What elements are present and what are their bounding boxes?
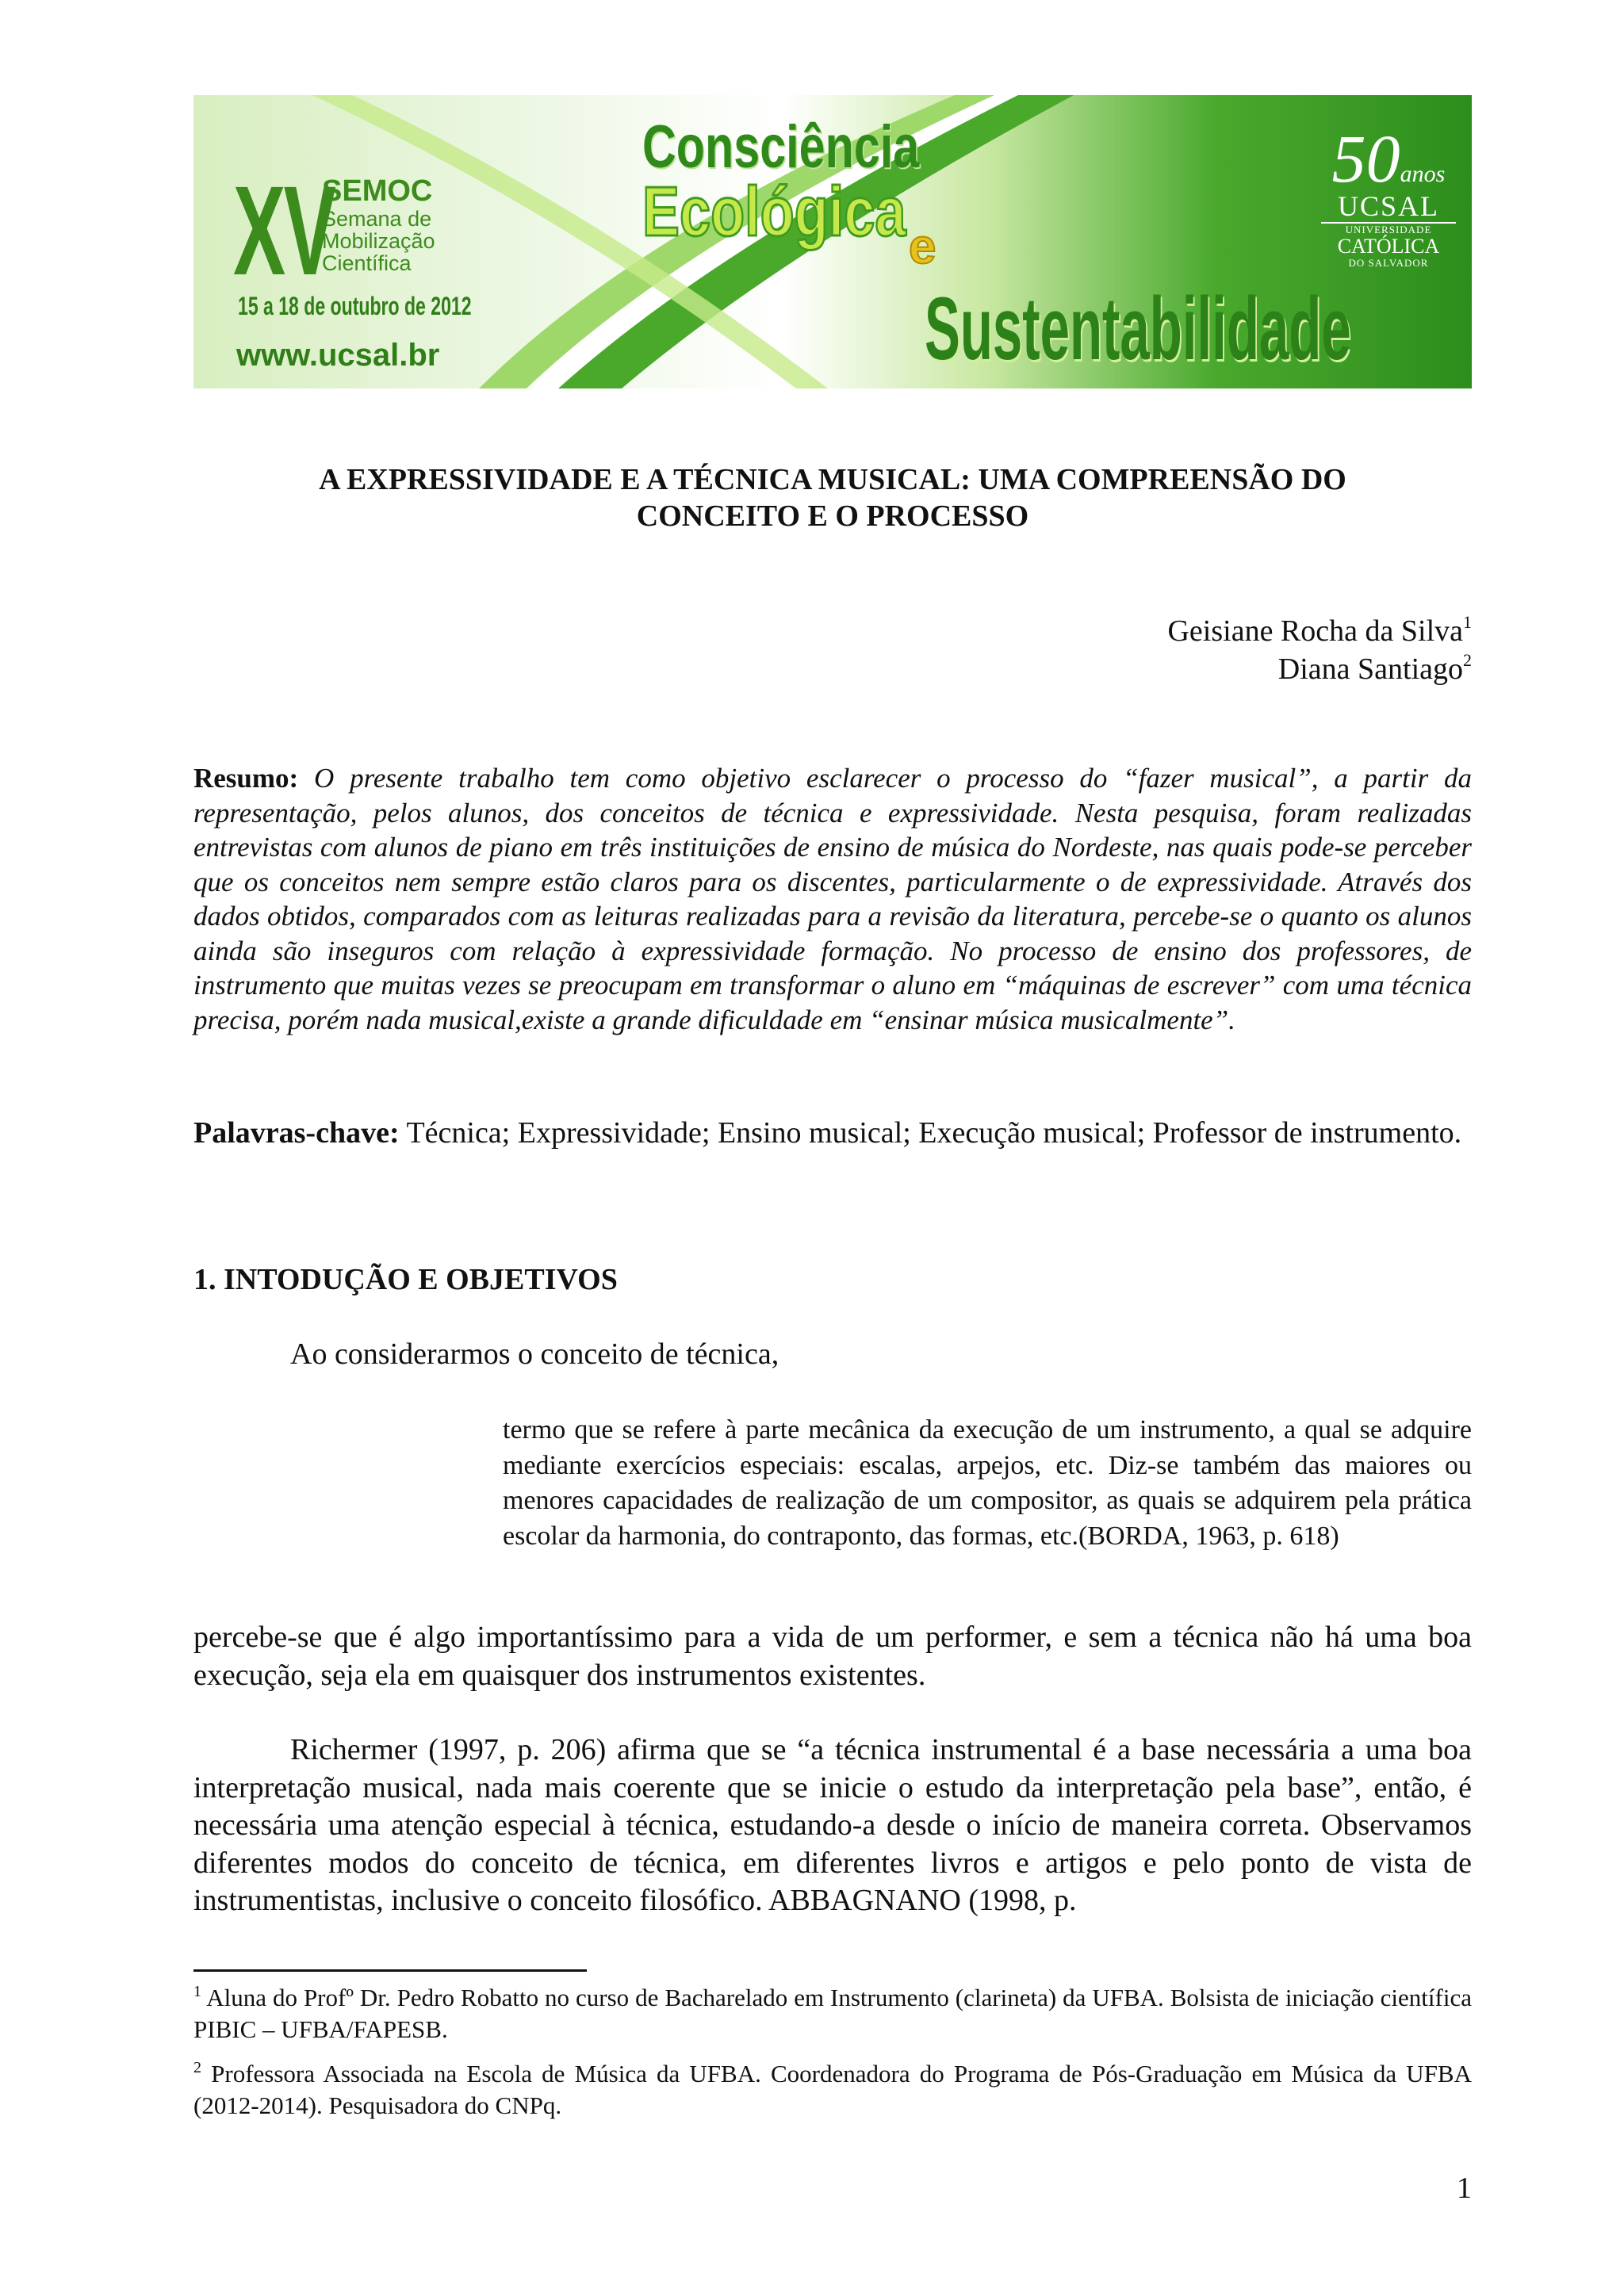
abstract	[193, 761, 1472, 1037]
keywords-text: Técnica; Expressividade; Ensino musical; Execução musical; Professor de instrumento.	[406, 1116, 1462, 1150]
paper-title-line-2: CONCEITO E O PROCESSO	[636, 499, 1029, 533]
page-number: 1	[1457, 2172, 1472, 2205]
logo-sub-3: DO SALVADOR	[1348, 257, 1429, 269]
keywords-label: Palavras-chave:	[193, 1116, 400, 1150]
author-2-name: Diana Santiago	[1277, 652, 1463, 686]
footnote-2	[193, 2058, 1472, 2122]
abstract-text: O presente trabalho tem como objetivo esclarecer o processo do “fazer musical”, a partir da representação, pelos alunos, dos conceitos de técnica e expressividade. Nesta pesquisa, foram realizadas entrevistas com alunos de piano em três instituições de ensino de música do Nordeste, nas quais pode-se perceber que os conceitos nem sempre estão claros para os discentes, particularmente o de expressividade. Através dos dados obtidos, comparados com as leituras realizadas para a revisão da literatura, percebe-se o quanto os alunos ainda são inseguros com relação à expressividade formação. No processo de ensino dos professores, de instrumento que muitas vezes se preocupam em transformar o aluno em “máquinas de escrever” com uma técnica precisa, porém nada musical,existe a grande dificuldade em “ensinar música musicalmente”.	[193, 763, 1473, 1035]
logo-sub-1: UNIVERSIDADE	[1345, 224, 1432, 235]
logo-sub-2: CATÓLICA	[1337, 235, 1440, 258]
event-acronym: SEMOC	[322, 174, 433, 208]
intro-sentence: Ao considerarmos o conceito de técnica,	[290, 1337, 779, 1371]
footnote-1	[193, 1982, 1472, 2045]
event-banner	[193, 95, 1472, 388]
theme-word-3: e	[909, 220, 936, 274]
logo-number: 50	[1331, 121, 1400, 197]
author-1	[1167, 614, 1472, 649]
theme-word-4: Sustentabilidade	[925, 279, 1351, 378]
paper-title	[193, 461, 1472, 534]
footnote-1-text: Aluna do Profº Dr. Pedro Robatto no curso de Bacharelado em Instrumento (clarineta) da UFBA. Bolsista de iniciação científica PIBIC – UFBA/FAPESB.	[193, 1984, 1472, 2043]
footnote-2-text: Professora Associada na Escola de Música da UFBA. Coordenadora do Programa de Pós-Graduação em Música da UFBA (2012-2014). Pesquisadora do CNPq.	[193, 2060, 1472, 2119]
author-2-footnote-mark: 2	[1463, 650, 1472, 670]
edition-roman-numeral: XV	[233, 159, 335, 301]
author-2	[1278, 652, 1472, 687]
section-heading: 1. INTODUÇÃO E OBJETIVOS	[193, 1263, 618, 1296]
theme-word-2: Ecológica	[642, 172, 906, 251]
keywords	[193, 1113, 1472, 1153]
footnote-1-mark: 1	[193, 1983, 201, 2000]
author-1-name: Geisiane Rocha da Silva	[1167, 614, 1463, 648]
logo-anos: anos	[1400, 161, 1446, 187]
body-paragraph-1: percebe-se que é algo importantíssimo para a vida de um performer, e sem a técnica não há uma boa execução, seja ela em quaisquer dos instrumentos existentes.	[193, 1621, 1472, 1692]
body-paragraph-2: Richermer (1997, p. 206) afirma que se “a técnica instrumental é a base necessária a uma boa interpretação musical, nada mais coerente que se inicie o estudo da interpretação pela base”, então, é necessária uma atenção especial à técnica, estudando-a desde o início de maneira correta. Observamos diferentes modos do conceito de técnica, em diferentes livros e artigos e pelo ponto de vista de instrumentistas, inclusive o conceito filosófico. ABBAGNANO (1998, p.	[193, 1733, 1472, 1917]
footnote-2-mark: 2	[193, 2059, 201, 2076]
event-subtitle: Semana de Mobilização Científica	[322, 207, 435, 275]
abstract-label: Resumo:	[193, 763, 299, 794]
logo-name: UCSAL	[1321, 190, 1456, 224]
event-dates: 15 a 18 de outubro de 2012	[238, 292, 472, 320]
paper-title-line-1: A EXPRESSIVIDADE E A TÉCNICA MUSICAL: UMA COMPREENSÃO DO	[319, 463, 1346, 496]
footnote-separator	[193, 1969, 587, 1972]
ucsal-logo	[1321, 121, 1456, 270]
author-1-footnote-mark: 1	[1463, 612, 1472, 632]
theme-word-1: Consciência	[642, 113, 920, 181]
block-quote: termo que se refere à parte mecânica da execução de um instrumento, a qual se adquire mediante exercícios especiais: escalas, arpejos, etc. Diz-se também das maiores ou menores capacidades de realização de um compositor, as quais se adquirem pela prática escolar da harmonia, do contraponto, das formas, etc.(BORDA, 1963, p. 618)	[503, 1415, 1472, 1551]
event-url: www.ucsal.br	[236, 338, 440, 373]
